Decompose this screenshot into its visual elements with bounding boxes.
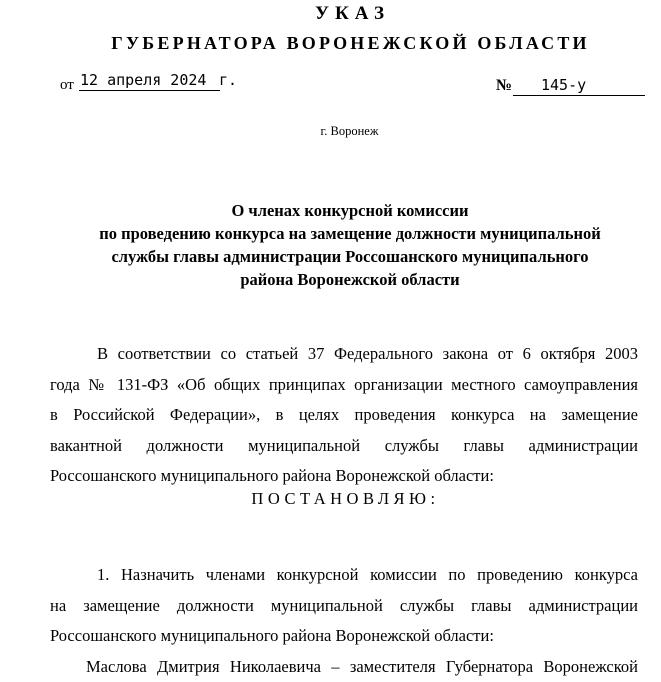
item-1-paragraph [50, 560, 638, 682]
date-number-row [60, 70, 640, 96]
intro-paragraph [50, 339, 638, 492]
doc-type-heading: УКАЗ [22, 3, 661, 25]
city-label: г. Воронеж [0, 124, 661, 139]
date-suffix: г. [219, 70, 237, 90]
title-line: района Воронежской области [40, 268, 660, 291]
paragraph-line: в Российской Федерации», в целях проведения конкурса на замещение [50, 400, 638, 431]
paragraph-line: вакантной должности муниципальной службы главы администрации [50, 431, 638, 462]
paragraph-line: В соответствии со статьей 37 Федерального закона от 6 октября 2003 [50, 339, 638, 370]
document-title [40, 199, 660, 291]
number-field: 145-у [513, 75, 645, 96]
paragraph-line: на замещение должности муниципальной службы главы администрации [50, 591, 638, 622]
title-line: по проведению конкурса на замещение должности муниципальной [40, 222, 660, 245]
title-line: службы главы администрации Россошанского муниципального [40, 245, 660, 268]
paragraph-line: года № 131-ФЗ «Об общих принципах организации местного самоуправления [50, 370, 638, 401]
paragraph-line: Маслова Дмитрия Николаевича – заместителя Губернатора Воронежской [50, 652, 638, 682]
paragraph-line: 1. Назначить членами конкурсной комиссии по проведению конкурса [50, 560, 638, 591]
paragraph-line: Россошанского муниципального района Воронежской области: [50, 621, 638, 652]
issuer-heading: ГУБЕРНАТОРА ВОРОНЕЖСКОЙ ОБЛАСТИ [20, 33, 661, 54]
number-sign: № [496, 77, 512, 95]
decree-word: ПОСТАНОВЛЯЮ: [0, 489, 661, 509]
date-field: 12 апреля 2024 [79, 70, 220, 91]
paragraph-line: Россошанского муниципального района Воронежской области: [50, 461, 638, 492]
title-line: О членах конкурсной комиссии [40, 199, 660, 222]
from-label: от [60, 77, 74, 94]
